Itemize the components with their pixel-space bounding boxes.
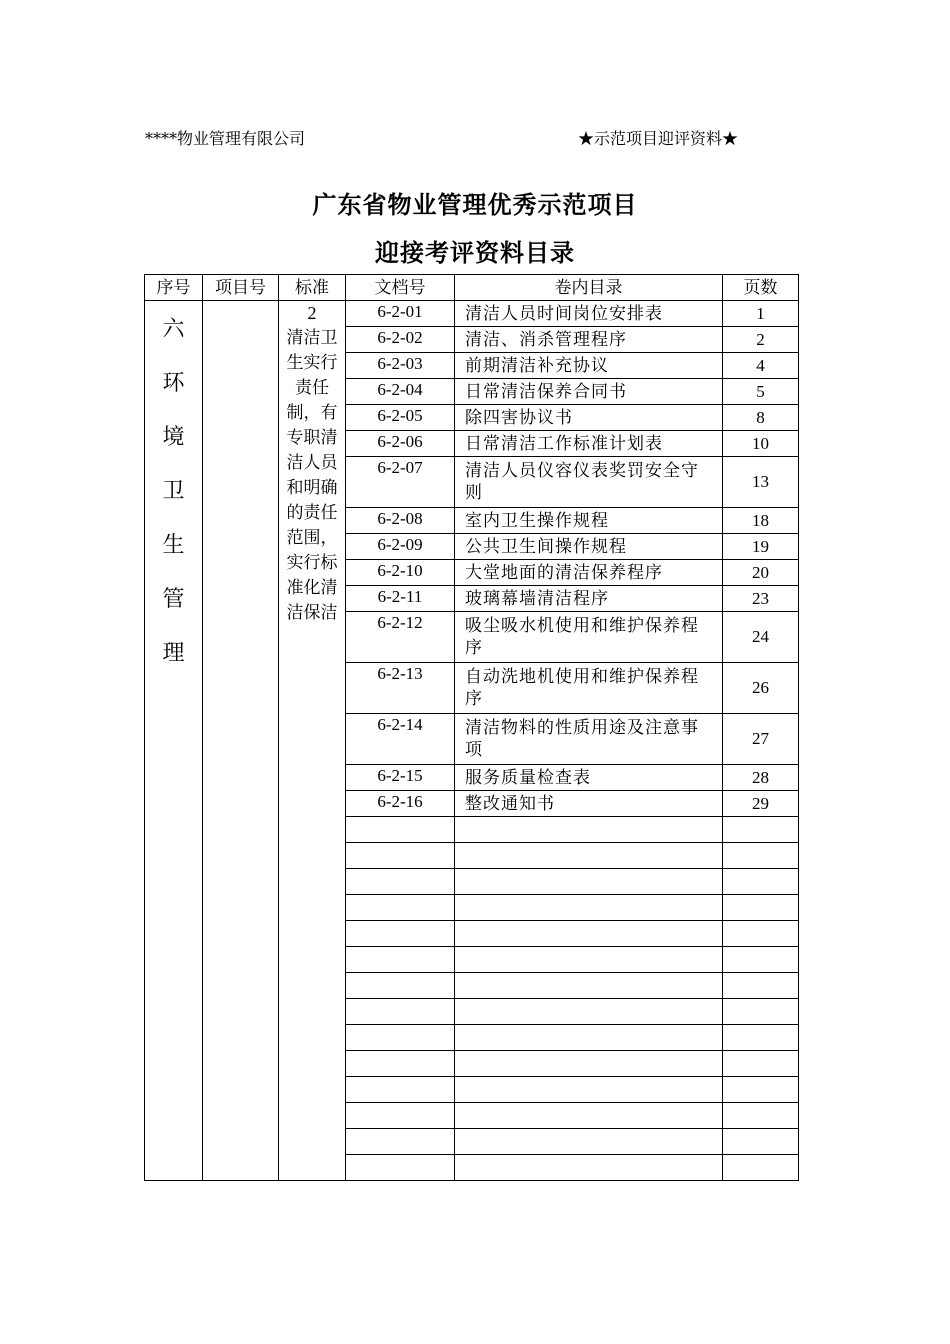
empty-cell (455, 895, 723, 921)
empty-cell (346, 1025, 455, 1051)
col-doc-header: 文档号 (346, 275, 455, 301)
page-count: 18 (723, 508, 799, 534)
volume-title: 清洁物料的性质用途及注意事项 (455, 714, 723, 765)
volume-title: 服务质量检查表 (455, 765, 723, 791)
section-seq-cell (145, 301, 203, 1181)
page-count: 5 (723, 379, 799, 405)
volume-title: 前期清洁补充协议 (455, 353, 723, 379)
page-title: 广东省物业管理优秀示范项目 (312, 190, 638, 219)
section-char: 卫 (162, 479, 185, 504)
empty-cell (455, 869, 723, 895)
volume-title: 玻璃幕墙清洁程序 (455, 586, 723, 612)
col-standard-header: 标准 (279, 275, 346, 301)
volume-title: 吸尘吸水机使用和维护保养程序 (455, 612, 723, 663)
empty-cell (455, 1025, 723, 1051)
standard-text: 清洁卫生实行责任制，有专职清洁人员和明确的责任范围，实行标准化清洁保洁 (286, 328, 338, 623)
empty-cell (455, 843, 723, 869)
page-count: 4 (723, 353, 799, 379)
empty-cell (723, 1077, 799, 1103)
doc-number: 6-2-03 (346, 353, 455, 379)
empty-cell (723, 895, 799, 921)
doc-number: 6-2-16 (346, 791, 455, 817)
empty-cell (346, 921, 455, 947)
volume-title: 整改通知书 (455, 791, 723, 817)
col-item-header: 项目号 (203, 275, 279, 301)
directory-table (144, 274, 799, 1181)
section-char: 管 (162, 587, 185, 612)
doc-number: 6-2-07 (346, 457, 455, 508)
doc-number: 6-2-05 (346, 405, 455, 431)
page-count: 29 (723, 791, 799, 817)
section-char: 生 (162, 533, 185, 558)
empty-cell (346, 817, 455, 843)
doc-number: 6-2-15 (346, 765, 455, 791)
doc-number: 6-2-13 (346, 663, 455, 714)
doc-number: 6-2-08 (346, 508, 455, 534)
page-count: 13 (723, 457, 799, 508)
section-char: 境 (162, 425, 185, 450)
empty-cell (723, 999, 799, 1025)
empty-cell (723, 921, 799, 947)
col-pages-header: 页数 (723, 275, 799, 301)
empty-cell (346, 1129, 455, 1155)
page-count: 24 (723, 612, 799, 663)
empty-cell (455, 1129, 723, 1155)
doc-number: 6-2-11 (346, 586, 455, 612)
empty-cell (455, 1155, 723, 1181)
empty-cell (346, 1103, 455, 1129)
empty-cell (723, 1051, 799, 1077)
doc-number: 6-2-06 (346, 431, 455, 457)
doc-number: 6-2-10 (346, 560, 455, 586)
empty-cell (723, 973, 799, 999)
volume-title: 大堂地面的清洁保养程序 (455, 560, 723, 586)
empty-cell (346, 869, 455, 895)
volume-title: 清洁人员仪容仪表奖罚安全守则 (455, 457, 723, 508)
empty-cell (455, 1077, 723, 1103)
empty-cell (723, 947, 799, 973)
volume-title: 日常清洁工作标准计划表 (455, 431, 723, 457)
empty-cell (346, 843, 455, 869)
empty-cell (346, 1155, 455, 1181)
page-count: 26 (723, 663, 799, 714)
page-count: 20 (723, 560, 799, 586)
page-count: 19 (723, 534, 799, 560)
doc-number: 6-2-01 (346, 301, 455, 327)
section-char: 理 (162, 641, 185, 666)
company-name: ****物业管理有限公司 (145, 129, 306, 148)
empty-cell (723, 1025, 799, 1051)
volume-title: 室内卫生操作规程 (455, 508, 723, 534)
page-count: 1 (723, 301, 799, 327)
review-tag: ★示范项目迎评资料★ (578, 129, 739, 148)
table-header-row (145, 275, 799, 301)
empty-cell (346, 947, 455, 973)
empty-cell (346, 895, 455, 921)
standard-cell (279, 301, 346, 1181)
empty-cell (455, 817, 723, 843)
empty-cell (346, 1051, 455, 1077)
empty-cell (455, 973, 723, 999)
table-row (145, 301, 799, 327)
section-char: 环 (162, 371, 185, 396)
doc-number: 6-2-02 (346, 327, 455, 353)
doc-number: 6-2-14 (346, 714, 455, 765)
doc-number: 6-2-09 (346, 534, 455, 560)
col-volume-header: 卷内目录 (455, 275, 723, 301)
page-count: 27 (723, 714, 799, 765)
doc-number: 6-2-12 (346, 612, 455, 663)
empty-cell (455, 947, 723, 973)
doc-number: 6-2-04 (346, 379, 455, 405)
volume-title: 公共卫生间操作规程 (455, 534, 723, 560)
standard-number: 2 (307, 303, 317, 323)
section-char: 六 (162, 317, 185, 342)
empty-cell (723, 1129, 799, 1155)
col-seq-header: 序号 (145, 275, 203, 301)
empty-cell (346, 999, 455, 1025)
empty-cell (455, 921, 723, 947)
empty-cell (723, 1155, 799, 1181)
volume-title: 日常清洁保养合同书 (455, 379, 723, 405)
volume-title: 清洁、消杀管理程序 (455, 327, 723, 353)
page-count: 23 (723, 586, 799, 612)
empty-cell (723, 817, 799, 843)
empty-cell (723, 869, 799, 895)
empty-cell (455, 1051, 723, 1077)
page-count: 2 (723, 327, 799, 353)
page-subtitle: 迎接考评资料目录 (375, 238, 575, 267)
empty-cell (455, 999, 723, 1025)
page-count: 28 (723, 765, 799, 791)
page-count: 8 (723, 405, 799, 431)
volume-title: 自动洗地机使用和维护保养程序 (455, 663, 723, 714)
empty-cell (346, 973, 455, 999)
volume-title: 清洁人员时间岗位安排表 (455, 301, 723, 327)
item-number-cell (203, 301, 279, 1181)
empty-cell (346, 1077, 455, 1103)
empty-cell (723, 1103, 799, 1129)
empty-cell (455, 1103, 723, 1129)
page-count: 10 (723, 431, 799, 457)
empty-cell (723, 843, 799, 869)
volume-title: 除四害协议书 (455, 405, 723, 431)
